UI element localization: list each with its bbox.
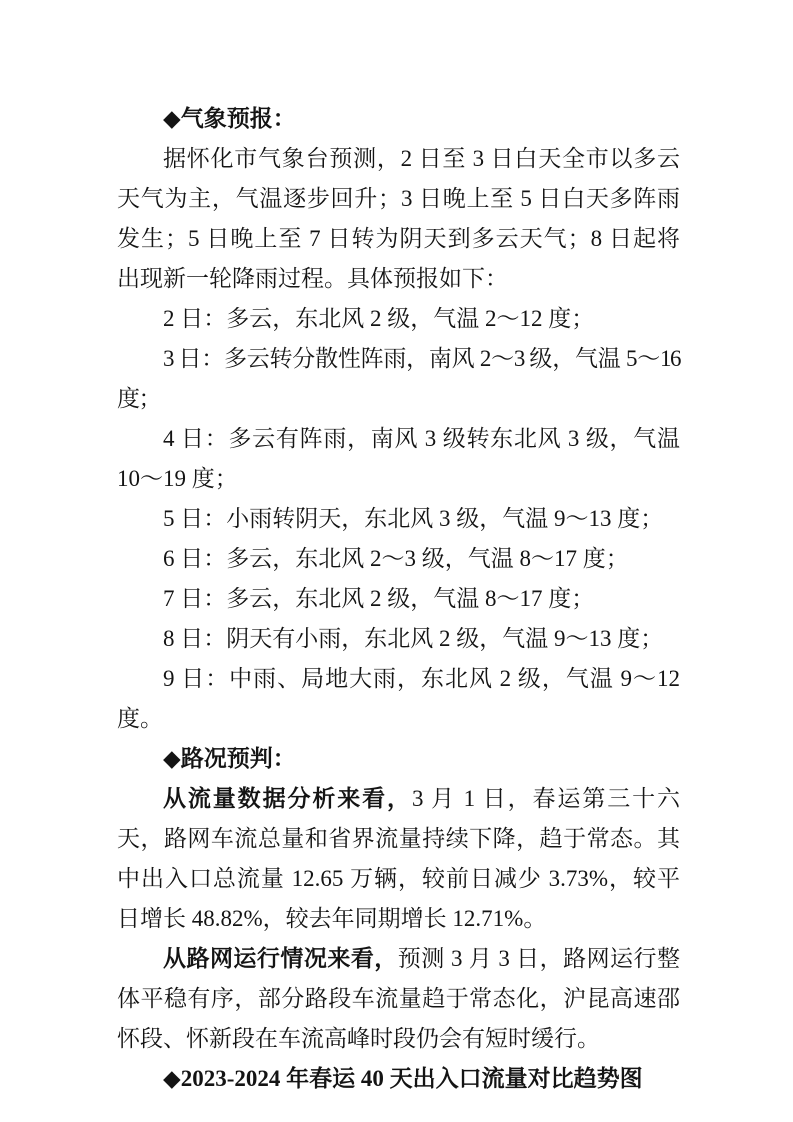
traffic-flow-body: 3 月 1 日，春运第三十六天，路网车流总量和省界流量持续下降，趋于常态。其中出入口总流量 12.65 万辆，较前日减少 3.73%，较平日增长 48.82%，较去年同期增长 12.71%。 xyxy=(117,786,681,931)
forecast-line-day7: 7 日：多云，东北风 2 级，气温 8～17 度； xyxy=(163,586,595,611)
forecast-line-day8: 8 日：阴天有小雨，东北风 2 级，气温 9～13 度； xyxy=(163,626,664,651)
forecast-line-day5: 5 日：小雨转阴天，东北风 3 级，气温 9～13 度； xyxy=(163,506,664,531)
document-content xyxy=(117,99,680,1099)
forecast-line-day2: 2 日：多云，东北风 2 级，气温 2～12 度； xyxy=(163,306,595,331)
weather-forecast-heading: ◆气象预报： xyxy=(163,106,296,131)
network-operation-lead: 从路网运行情况来看， xyxy=(163,946,398,971)
trend-chart-title: ◆2023-2024 年春运 40 天出入口流量对比趋势图 xyxy=(163,1066,643,1091)
traffic-flow-paragraph xyxy=(117,779,680,939)
weather-intro-paragraph: 据怀化市气象台预测，2 日至 3 日白天全市以多云天气为主，气温逐步回升；3 日晚上至 5 日白天多阵雨发生；5 日晚上至 7 日转为阴天到多云天气；8 日起将出现新一轮降雨过程。具体预报如下： xyxy=(117,146,680,291)
forecast-line-day9: 9 日：中雨、局地大雨，东北风 2 级，气温 9～12 度。 xyxy=(117,666,680,731)
forecast-line-day3: 3 日：多云转分散性阵雨，南风 2～3 级，气温 5～16 度； xyxy=(117,346,681,411)
road-condition-heading: ◆路况预判： xyxy=(163,746,296,771)
forecast-line-day4: 4 日：多云有阵雨，南风 3 级转东北风 3 级，气温 10～19 度； xyxy=(117,426,680,491)
forecast-line-day6: 6 日：多云，东北风 2～3 级，气温 8～17 度； xyxy=(163,546,629,571)
network-operation-paragraph xyxy=(117,939,680,1059)
network-operation-body: 预测 3 月 3 日，路网运行整体平稳有序，部分路段车流量趋于常态化，沪昆高速邵怀段、怀新段在车流高峰时段仍会有短时缓行。 xyxy=(117,946,681,1051)
traffic-flow-lead: 从流量数据分析来看， xyxy=(163,786,412,811)
